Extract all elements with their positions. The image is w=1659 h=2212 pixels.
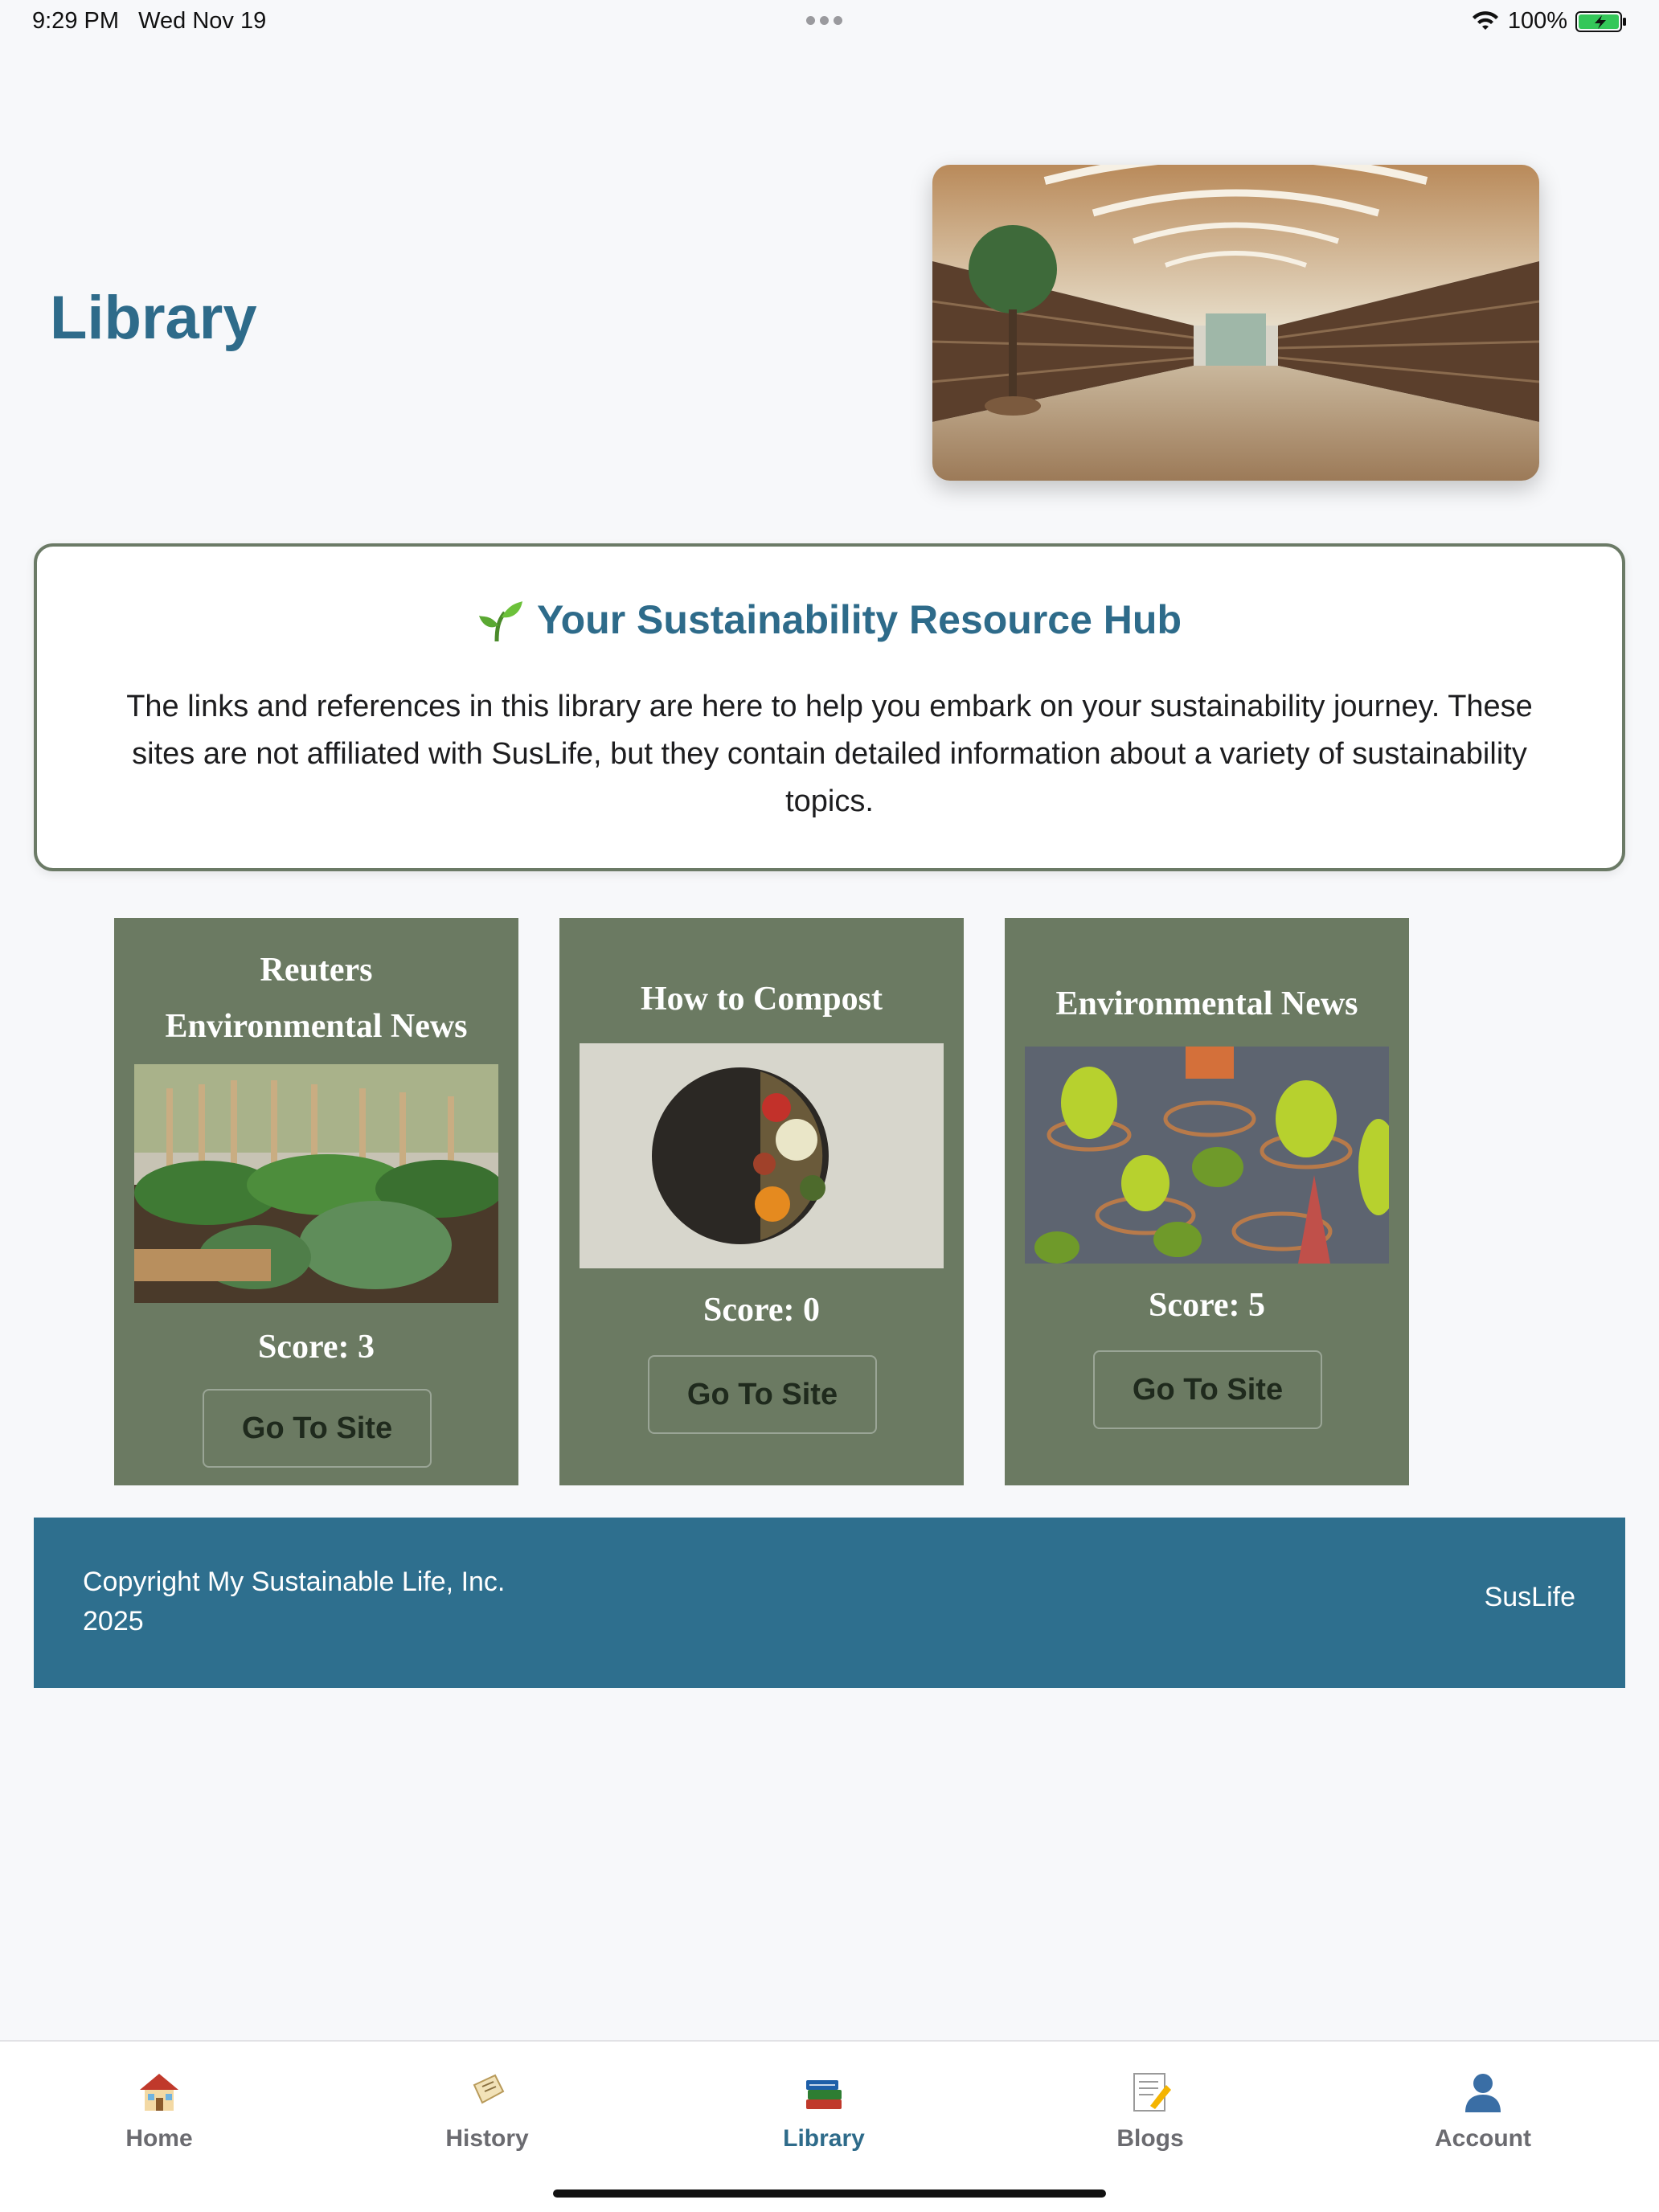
tab-blogs[interactable] [1030,2042,1271,2170]
multitasking-dots-icon[interactable] [806,16,842,25]
status-date: Wed Nov 19 [138,8,267,34]
card-title: How to Compost [641,981,883,1018]
resource-hub-intro [34,543,1625,871]
status-clock: 9:29 PM [32,8,119,34]
scroll-icon [463,2067,511,2116]
card-title-line: Reuters [260,952,373,989]
footer-copyright: Copyright My Sustainable Life, Inc. 2025 [83,1567,506,1636]
planting-image [1025,1047,1389,1264]
go-to-site-button[interactable]: Go To Site [648,1355,877,1434]
person-icon [1459,2067,1507,2116]
battery-percent: 100% [1507,8,1567,34]
status-indicators [1471,8,1627,35]
tab-label: Library [783,2125,865,2152]
card-score: Score: 0 [703,1292,820,1329]
intro-text: The links and references in this library are here to help you embark on your sustainability journey. These sites are not affiliated with SusLife, but they contain detailed information about a variety of sustainability topics. [126,690,1533,818]
tab-label: Account [1435,2125,1531,2152]
compost-image [580,1043,944,1268]
card-title [114,942,518,1055]
go-to-site-button[interactable]: Go To Site [203,1389,432,1468]
card-score: Score: 5 [1148,1287,1265,1324]
status-time [32,8,266,35]
card-score: Score: 3 [257,1329,375,1366]
tab-label: Home [125,2125,193,2152]
tab-home[interactable] [39,2042,280,2170]
books-icon [800,2067,848,2116]
tab-label: Blogs [1116,2125,1184,2152]
tab-library[interactable] [703,2042,944,2170]
resource-card [1005,918,1409,1485]
tab-label: History [445,2125,529,2152]
intro-title [37,596,1622,643]
go-to-site-button[interactable]: Go To Site [1093,1350,1322,1429]
card-title-line: Environmental News [165,1008,468,1045]
resource-card [559,918,964,1485]
tab-history[interactable] [367,2042,608,2170]
raised-garden-bed-image [134,1064,498,1303]
memo-icon [1126,2067,1174,2116]
home-indicator[interactable] [553,2189,1106,2198]
sprout-icon [477,596,524,643]
tab-bar [0,2040,1659,2212]
footer-brand: SusLife [1484,1582,1575,1612]
footer [34,1518,1625,1688]
status-bar [0,0,1659,48]
tab-account[interactable] [1362,2042,1604,2170]
page-title: Library [50,284,257,352]
intro-title-text: Your Sustainability Resource Hub [536,597,1182,642]
library-hero-image [932,165,1539,481]
resource-card [114,918,518,1485]
card-title: Environmental News [1055,985,1358,1022]
battery-icon [1575,10,1627,33]
wifi-icon [1471,10,1500,33]
house-icon [135,2067,183,2116]
